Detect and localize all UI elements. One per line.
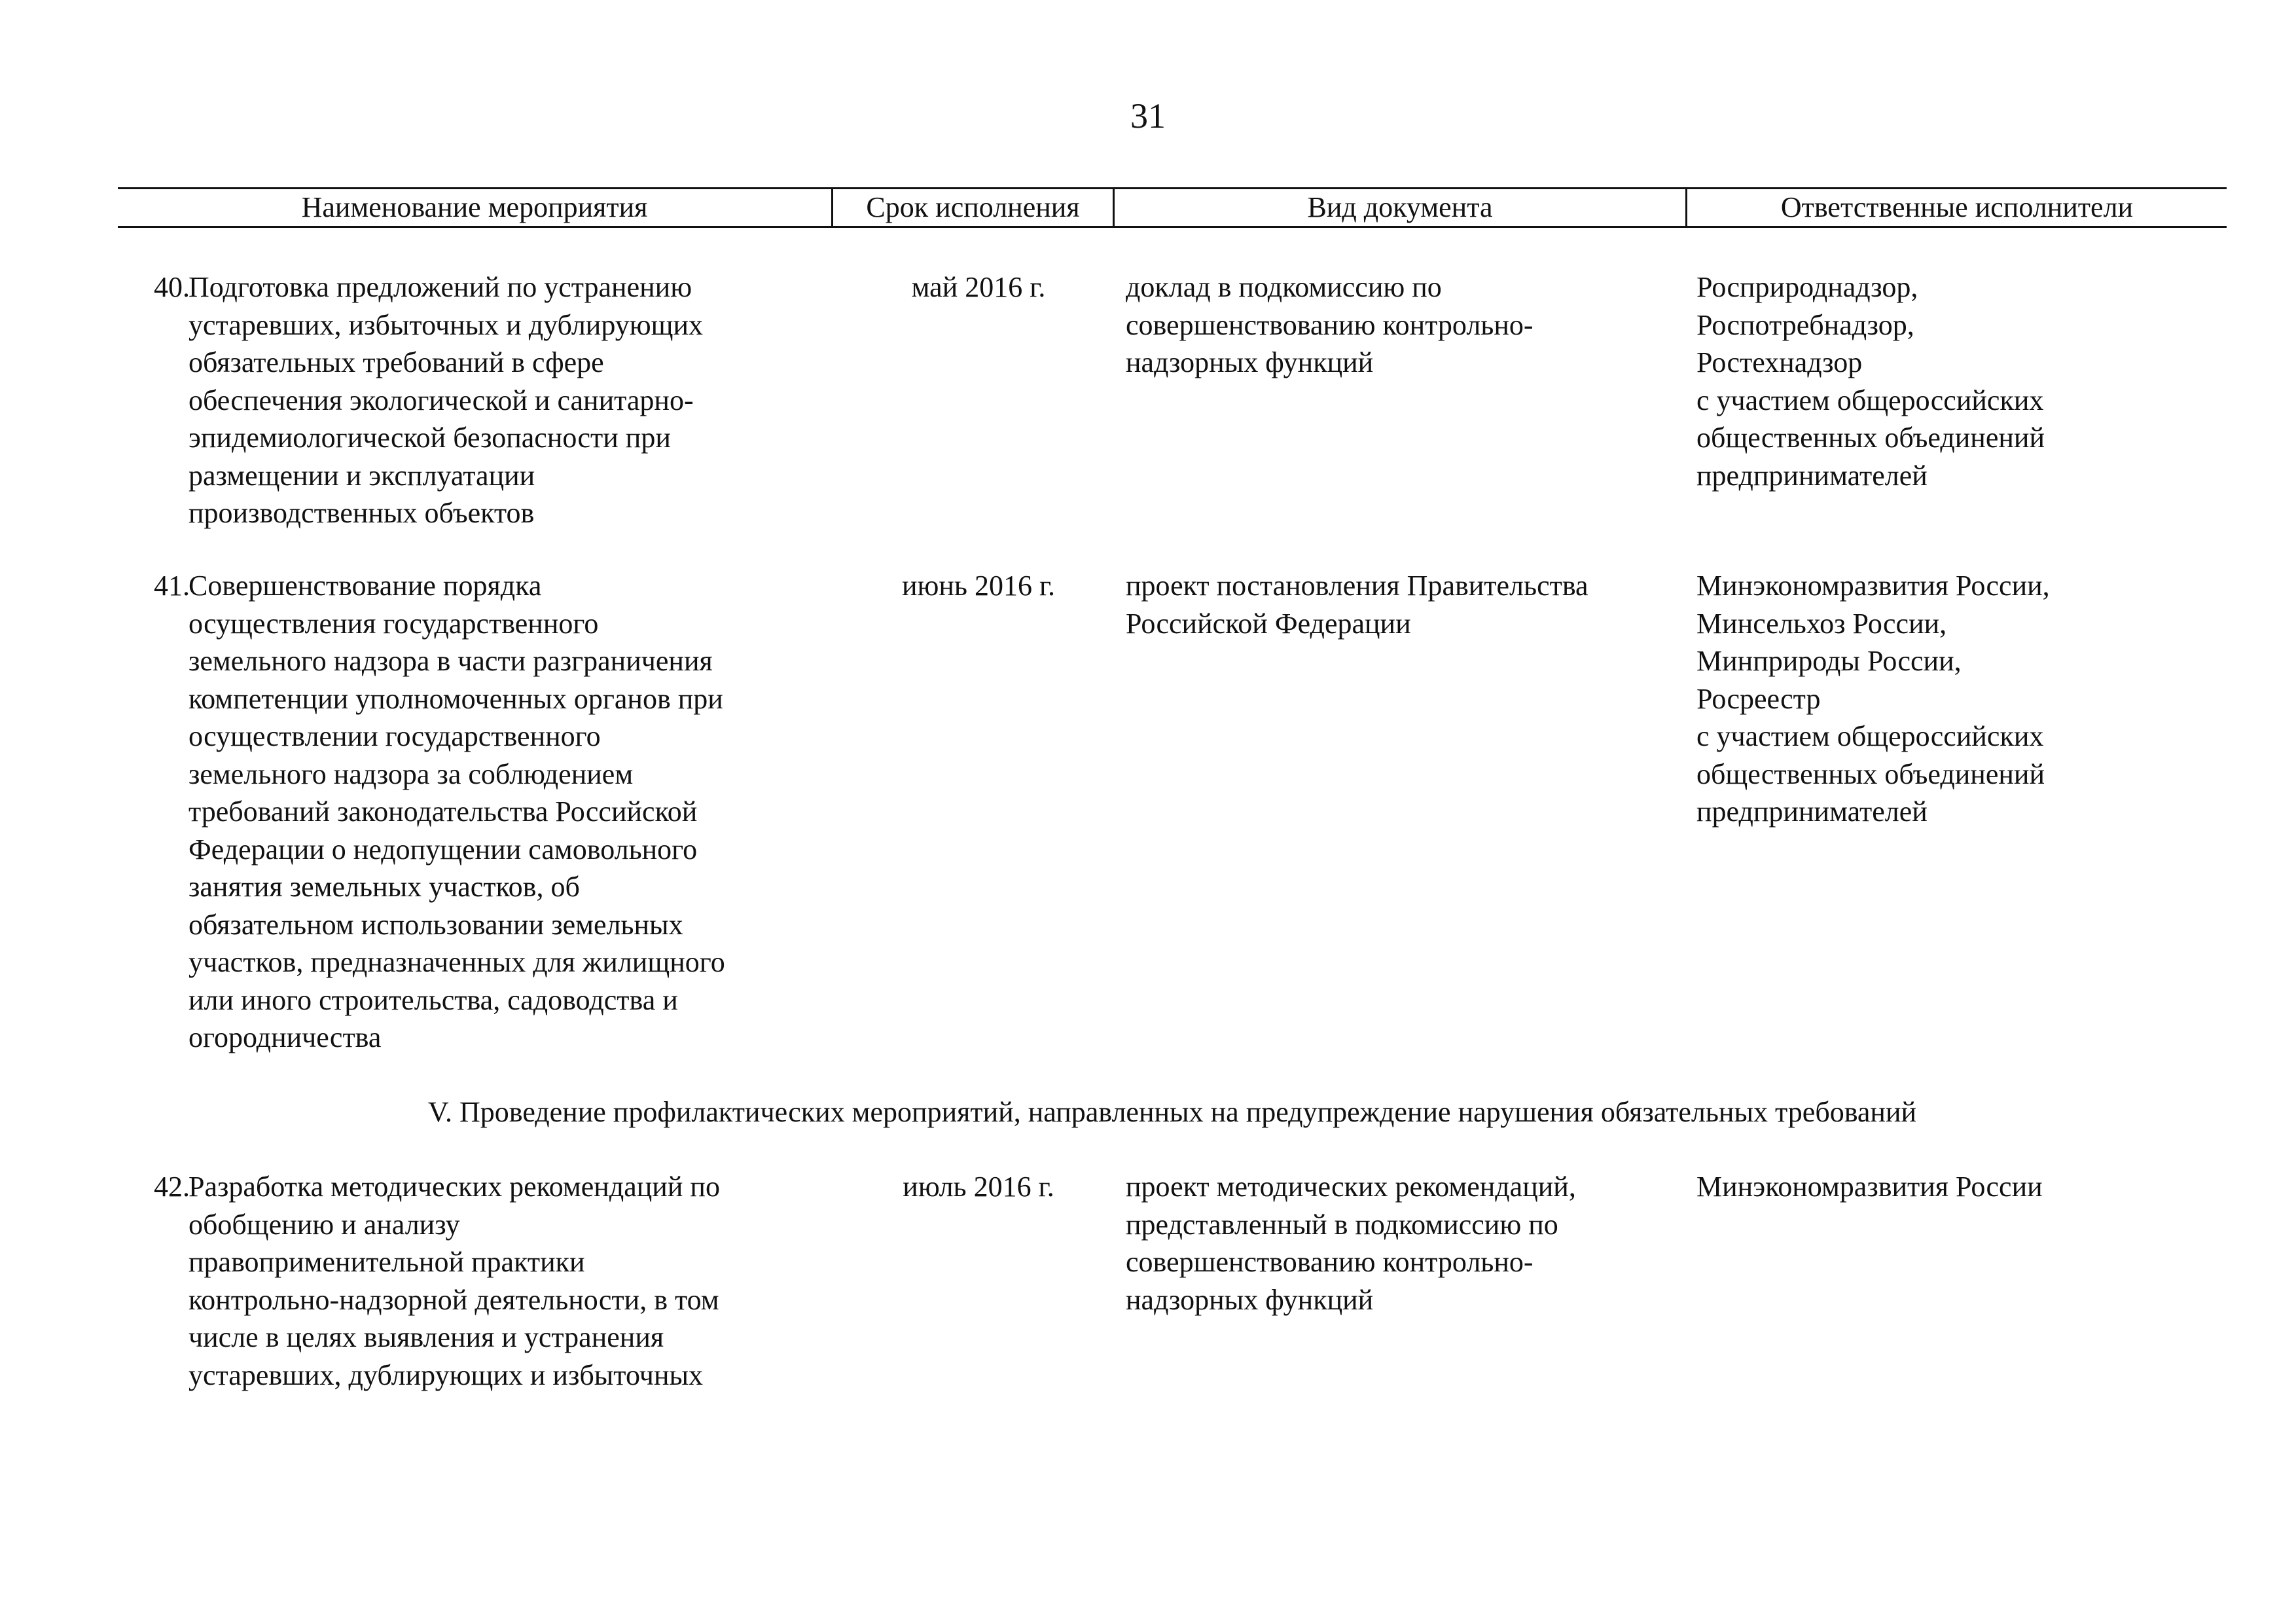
row-document-type: доклад в подкомиссию по совершенствованию контрольно- надзорных функций [1126, 271, 1534, 378]
header-term-column: Срок исполнения [831, 189, 1113, 226]
row-responsible: Минэкономразвития России [1696, 1171, 2043, 1203]
page-number: 31 [1130, 96, 1166, 136]
table-header [118, 187, 2227, 228]
header-doc-column: Вид документа [1113, 189, 1685, 226]
row-deadline: май 2016 г. [911, 271, 1046, 303]
header-name-column: Наименование мероприятия [301, 191, 648, 223]
row-number: 42. [154, 1171, 190, 1203]
row-activity-name: Совершенствование порядка осуществления государственного земельного надзора в части разграничения компетенции уполномоченных органов при осуществлении государственного земельного надзора за соблюдением требований законодательства Российской Федерации о недопущении самовольного занятия земельных участков, об обязательном использовании земельных участков, предназначенных для жилищного или иного строительства, садоводства и огородничества [188, 570, 725, 1053]
section-title: V. Проведение профилактических мероприятий, направленных на предупреждение нарушения обязательных требований [427, 1096, 1917, 1128]
row-document-type: проект постановления Правительства Российской Федерации [1126, 570, 1588, 640]
row-activity-name: Разработка методических рекомендаций по обобщению и анализу правоприменительной практики контрольно-надзорной деятельности, в том числе в целях выявления и устранения устаревших, дублирующих и избыточных [188, 1171, 720, 1391]
row-deadline: июнь 2016 г. [901, 570, 1056, 602]
row-number: 40. [154, 271, 190, 303]
row-document-type: проект методических рекомендаций, представленный в подкомиссию по совершенствованию контрольно- надзорных функций [1126, 1171, 1576, 1316]
row-activity-name: Подготовка предложений по устранению устаревших, избыточных и дублирующих обязательных требований в сфере обеспечения экологической и санитарно- эпидемиологической безопасности при размещении и эксплуатации производственных объектов [188, 271, 704, 529]
header-resp-column: Ответственные исполнители [1685, 189, 2227, 226]
row-deadline: июль 2016 г. [903, 1171, 1054, 1203]
row-responsible: Росприроднадзор, Роспотребнадзор, Ростехнадзор с участием общероссийских общественных объединений предпринимателей [1696, 271, 2045, 492]
row-responsible: Минэкономразвития России, Минсельхоз России, Минприроды России, Росреестр с участием общероссийских общественных объединений предпринимателей [1696, 570, 2050, 828]
row-number: 41. [154, 570, 190, 602]
